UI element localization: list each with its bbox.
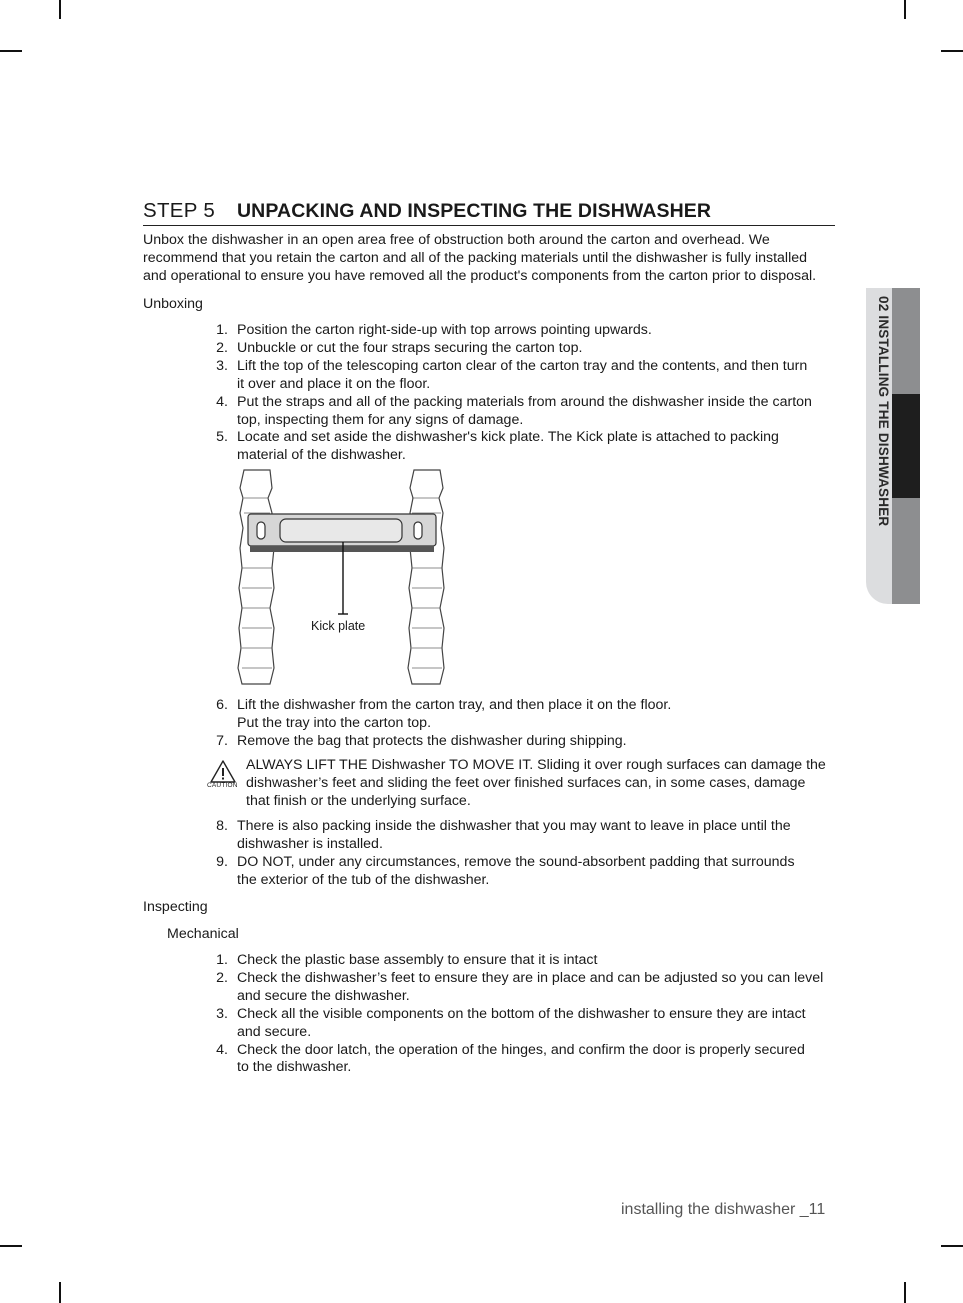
kick-plate-label: Kick plate	[311, 619, 366, 633]
page-footer: installing the dishwasher _11	[621, 1201, 826, 1218]
caution-note	[207, 757, 867, 813]
crop-mark-bottom-left-v	[59, 1282, 61, 1303]
kick-plate-illustration	[236, 468, 448, 688]
inspecting-subheading: Inspecting	[143, 899, 208, 915]
step-label: STEP 5	[143, 199, 216, 222]
list-item: 4. Check the door latch, the operation of the hinges, and confirm the door is properly secured to the dishwasher.	[216, 1041, 805, 1076]
list-item: 1. Position the carton right-side-up with top arrows pointing upwards.	[216, 322, 652, 338]
intro-paragraph	[143, 232, 863, 286]
crop-mark-bottom-right-h	[941, 1245, 963, 1247]
unboxing-steps-list	[210, 322, 860, 465]
list-item: 2. Unbuckle or cut the four straps securing the carton top.	[216, 339, 583, 356]
crop-mark-top-right-h	[941, 50, 963, 52]
unboxing-steps-list-continued	[210, 697, 860, 751]
intro-line: Unbox the dishwasher in an open area free of obstruction both around the carton and overhead. We	[143, 232, 770, 248]
crop-mark-top-right-v	[904, 0, 906, 19]
chapter-side-tab	[866, 288, 920, 604]
mechanical-steps-list	[210, 952, 860, 1077]
unboxing-subheading: Unboxing	[143, 296, 203, 312]
list-item: 3. Lift the top of the telescoping carton clear of the carton tray and the contents, and then turn it over and place it on the floor.	[216, 357, 808, 392]
caution-text: ALWAYS LIFT THE Dishwasher TO MOVE IT. Sliding it over rough surfaces can damage the dishwasher’s feet and sliding the feet over finished surfaces can, in some cases, damage that finish or the underlying surface.	[246, 757, 826, 809]
chapter-tab-label: 02 INSTALLING THE DISHWASHER	[876, 296, 891, 527]
unboxing-steps-list-final	[210, 818, 860, 890]
crop-mark-top-left-h	[0, 50, 22, 52]
list-item: 3. Check all the visible components on the bottom of the dishwasher to ensure they are intact and secure.	[216, 1005, 806, 1040]
mechanical-subheading: Mechanical	[167, 926, 239, 942]
list-item: 2. Check the dishwasher’s feet to ensure they are in place and can be adjusted so you can level and secure the dishwasher.	[216, 969, 824, 1004]
list-item: 6. Lift the dishwasher from the carton tray, and then place it on the floor. Put the tray into the carton top.	[216, 697, 672, 731]
caution-icon-label: CAUTION	[207, 782, 238, 789]
crop-mark-bottom-right-v	[904, 1282, 906, 1303]
list-item: 4. Put the straps and all of the packing materials from around the dishwasher inside the carton top, inspecting them for any signs of damage.	[216, 393, 812, 428]
crop-mark-bottom-left-h	[0, 1245, 22, 1247]
section-title	[143, 200, 835, 226]
crop-mark-top-left-v	[59, 0, 61, 19]
intro-line: and operational to ensure you have removed all the product's components from the carton prior to disposal.	[143, 267, 817, 284]
list-item: 1. Check the plastic base assembly to ensure that it is intact	[216, 952, 598, 968]
section-heading: UNPACKING AND INSPECTING THE DISHWASHER	[237, 200, 712, 222]
intro-line: recommend that you retain the carton and all of the packing materials until the dishwasher is fully installed	[143, 249, 808, 266]
list-item: 7. Remove the bag that protects the dishwasher during shipping.	[216, 732, 627, 749]
list-item: 5. Locate and set aside the dishwasher's kick plate. The Kick plate is attached to packing material of the dishwasher.	[216, 429, 779, 464]
list-item: 8. There is also packing inside the dishwasher that you may want to leave in place until the dishwasher is installed.	[216, 818, 791, 852]
list-item: 9. DO NOT, under any circumstances, remove the sound-absorbent padding that surrounds the exterior of the tub of the dishwasher.	[216, 853, 795, 888]
